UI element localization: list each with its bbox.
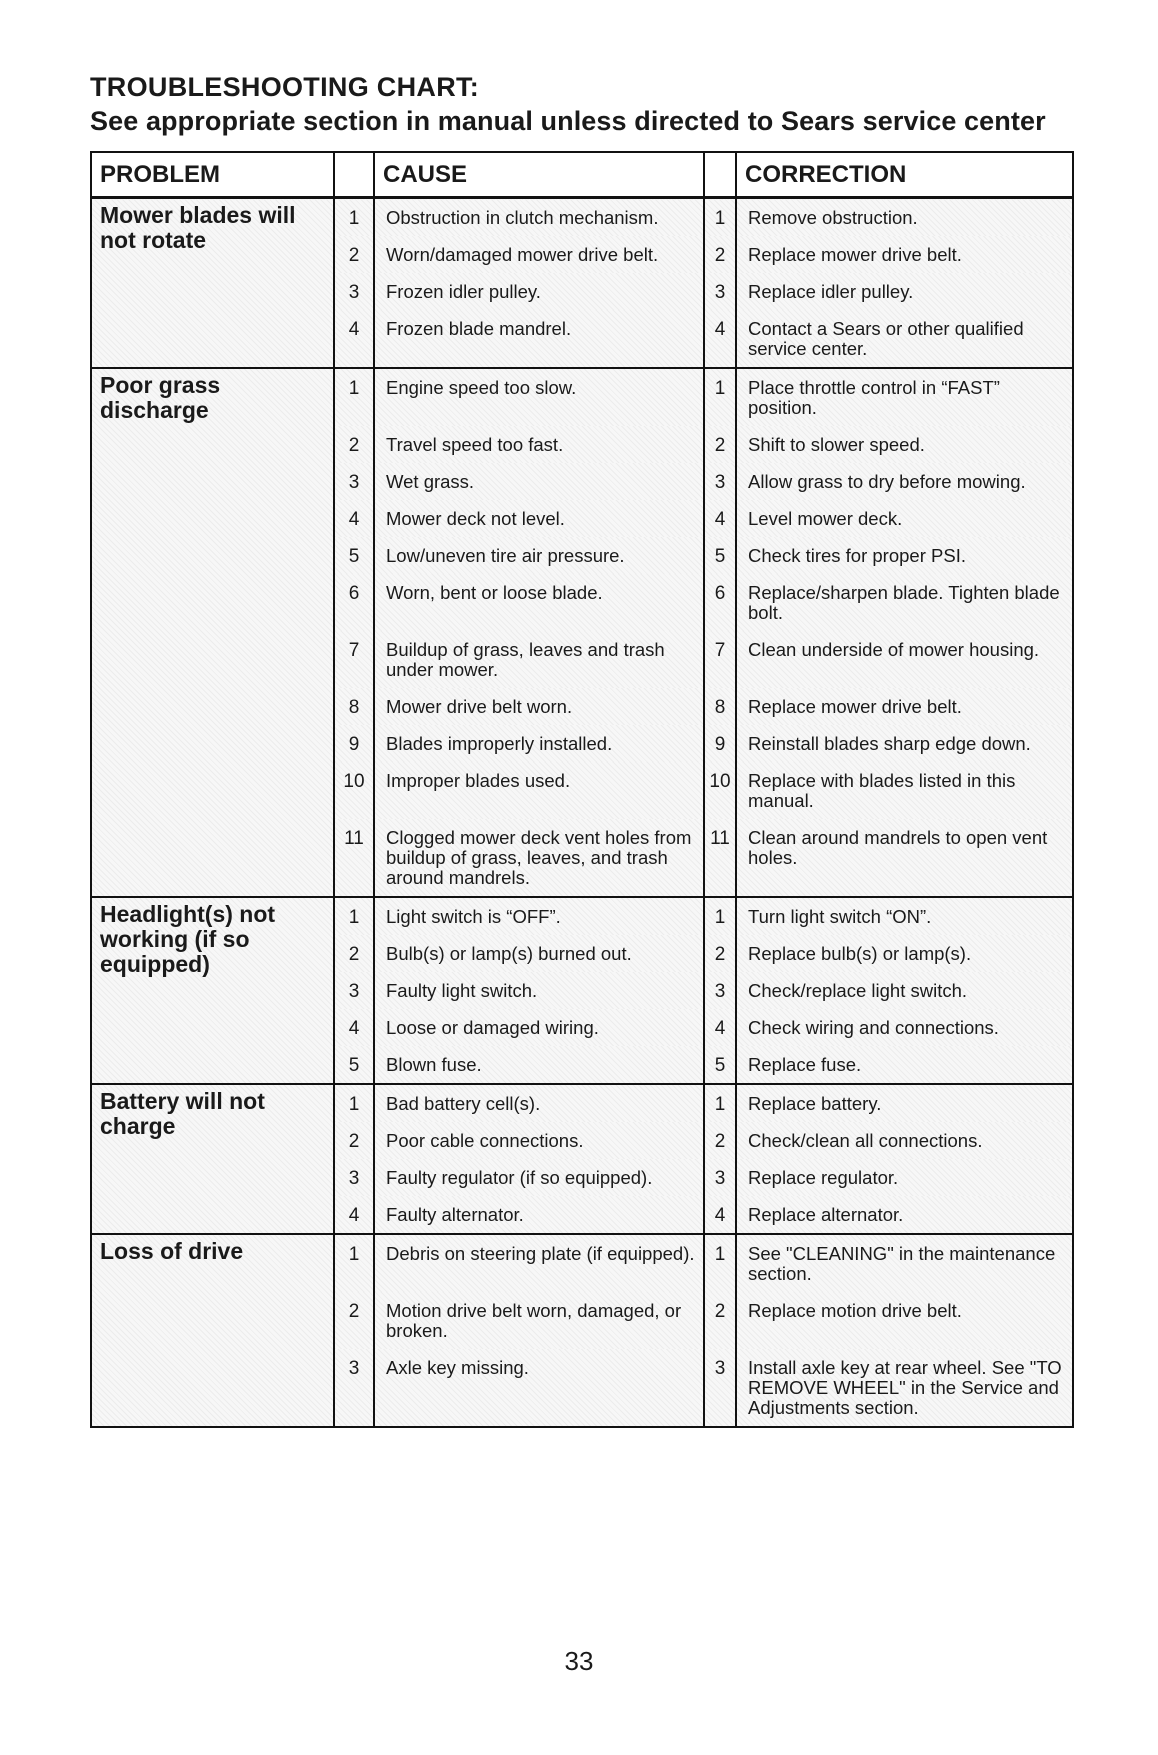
correction-text: Install axle key at rear wheel. See "TO REMOVE WHEEL" in the Service and Adjustments section. <box>736 1349 1073 1427</box>
correction-text: Replace motion drive belt. <box>736 1292 1073 1349</box>
problem-label: Mower blades will not rotate <box>100 202 296 253</box>
cause-number: 1 <box>334 198 374 237</box>
cause-text: Mower drive belt worn. <box>374 688 704 725</box>
correction-number: 1 <box>704 1234 736 1292</box>
correction-text: Shift to slower speed. <box>736 426 1073 463</box>
correction-number: 9 <box>704 725 736 762</box>
correction-text: Check/clean all connections. <box>736 1122 1073 1159</box>
correction-text: Replace battery. <box>736 1084 1073 1122</box>
cause-number: 10 <box>334 762 374 819</box>
correction-number: 2 <box>704 1292 736 1349</box>
correction-text: Level mower deck. <box>736 500 1073 537</box>
cause-number: 3 <box>334 972 374 1009</box>
correction-text: Replace alternator. <box>736 1196 1073 1234</box>
correction-text: Allow grass to dry before mowing. <box>736 463 1073 500</box>
correction-number: 3 <box>704 463 736 500</box>
problem-cell <box>91 1234 334 1427</box>
cause-text: Worn, bent or loose blade. <box>374 574 704 631</box>
cause-number: 2 <box>334 935 374 972</box>
table-row <box>91 198 1073 237</box>
header-cause-number-spacer <box>334 152 374 198</box>
correction-text: Replace mower drive belt. <box>736 236 1073 273</box>
problem-cell <box>91 1084 334 1234</box>
correction-number: 8 <box>704 688 736 725</box>
cause-text: Light switch is “OFF”. <box>374 897 704 935</box>
correction-number: 2 <box>704 935 736 972</box>
cause-text: Frozen idler pulley. <box>374 273 704 310</box>
chart-subtitle: See appropriate section in manual unless directed to Sears service center <box>90 106 1046 136</box>
cause-number: 5 <box>334 1046 374 1084</box>
cause-number: 5 <box>334 537 374 574</box>
table-header-row <box>91 152 1073 198</box>
correction-text: Replace fuse. <box>736 1046 1073 1084</box>
problem-label: Loss of drive <box>100 1238 244 1264</box>
troubleshooting-body <box>91 198 1073 1428</box>
cause-number: 3 <box>334 1349 374 1427</box>
correction-text: Replace bulb(s) or lamp(s). <box>736 935 1073 972</box>
problem-label: Headlight(s) not working (if so equipped) <box>100 901 276 977</box>
cause-text: Blades improperly installed. <box>374 725 704 762</box>
cause-number: 7 <box>334 631 374 688</box>
problem-label: Poor grass discharge <box>100 372 221 423</box>
correction-text: Clean around mandrels to open vent holes. <box>736 819 1073 897</box>
cause-number: 1 <box>334 368 374 426</box>
table-row <box>91 1234 1073 1292</box>
cause-number: 4 <box>334 500 374 537</box>
cause-number: 2 <box>334 1122 374 1159</box>
cause-text: Low/uneven tire air pressure. <box>374 537 704 574</box>
cause-number: 9 <box>334 725 374 762</box>
cause-number: 11 <box>334 819 374 897</box>
correction-number: 7 <box>704 631 736 688</box>
cause-number: 4 <box>334 1196 374 1234</box>
cause-number: 8 <box>334 688 374 725</box>
cause-text: Faulty alternator. <box>374 1196 704 1234</box>
cause-number: 4 <box>334 1009 374 1046</box>
correction-text: Reinstall blades sharp edge down. <box>736 725 1073 762</box>
header-correction-number-spacer <box>704 152 736 198</box>
correction-number: 3 <box>704 1349 736 1427</box>
correction-number: 3 <box>704 972 736 1009</box>
problem-cell <box>91 897 334 1084</box>
table-row <box>91 1084 1073 1122</box>
cause-number: 1 <box>334 897 374 935</box>
header-problem: PROBLEM <box>91 152 334 198</box>
cause-number: 2 <box>334 236 374 273</box>
correction-number: 3 <box>704 1159 736 1196</box>
correction-number: 5 <box>704 1046 736 1084</box>
correction-number: 3 <box>704 273 736 310</box>
cause-text: Frozen blade mandrel. <box>374 310 704 368</box>
correction-number: 11 <box>704 819 736 897</box>
correction-number: 4 <box>704 500 736 537</box>
correction-text: Clean underside of mower housing. <box>736 631 1073 688</box>
cause-text: Worn/damaged mower drive belt. <box>374 236 704 273</box>
correction-number: 1 <box>704 368 736 426</box>
cause-text: Debris on steering plate (if equipped). <box>374 1234 704 1292</box>
cause-number: 4 <box>334 310 374 368</box>
correction-number: 2 <box>704 236 736 273</box>
cause-text: Mower deck not level. <box>374 500 704 537</box>
cause-number: 3 <box>334 463 374 500</box>
cause-text: Faulty light switch. <box>374 972 704 1009</box>
cause-number: 2 <box>334 426 374 463</box>
cause-number: 1 <box>334 1084 374 1122</box>
correction-number: 2 <box>704 1122 736 1159</box>
cause-text: Clogged mower deck vent holes from buildup of grass, leaves, and trash around mandrels. <box>374 819 704 897</box>
page-number: 33 <box>564 1646 594 1676</box>
cause-number: 3 <box>334 273 374 310</box>
correction-number: 2 <box>704 426 736 463</box>
correction-text: Check/replace light switch. <box>736 972 1073 1009</box>
correction-number: 5 <box>704 537 736 574</box>
problem-cell <box>91 198 334 369</box>
cause-number: 1 <box>334 1234 374 1292</box>
correction-number: 4 <box>704 310 736 368</box>
correction-number: 6 <box>704 574 736 631</box>
correction-text: Place throttle control in “FAST” position. <box>736 368 1073 426</box>
problem-label: Battery will not charge <box>100 1088 265 1139</box>
cause-text: Buildup of grass, leaves and trash under mower. <box>374 631 704 688</box>
correction-number: 10 <box>704 762 736 819</box>
cause-number: 3 <box>334 1159 374 1196</box>
correction-number: 1 <box>704 1084 736 1122</box>
correction-number: 4 <box>704 1009 736 1046</box>
correction-text: See "CLEANING" in the maintenance section. <box>736 1234 1073 1292</box>
cause-text: Motion drive belt worn, damaged, or broken. <box>374 1292 704 1349</box>
cause-text: Wet grass. <box>374 463 704 500</box>
cause-text: Axle key missing. <box>374 1349 704 1427</box>
correction-text: Replace/sharpen blade. Tighten blade bolt. <box>736 574 1073 631</box>
cause-text: Bad battery cell(s). <box>374 1084 704 1122</box>
table-row <box>91 368 1073 426</box>
troubleshooting-table <box>90 151 1074 1428</box>
correction-text: Replace idler pulley. <box>736 273 1073 310</box>
correction-text: Check tires for proper PSI. <box>736 537 1073 574</box>
correction-number: 4 <box>704 1196 736 1234</box>
cause-text: Faulty regulator (if so equipped). <box>374 1159 704 1196</box>
correction-number: 1 <box>704 198 736 237</box>
correction-text: Turn light switch “ON”. <box>736 897 1073 935</box>
correction-text: Replace with blades listed in this manual. <box>736 762 1073 819</box>
cause-number: 2 <box>334 1292 374 1349</box>
cause-text: Engine speed too slow. <box>374 368 704 426</box>
correction-text: Replace regulator. <box>736 1159 1073 1196</box>
header-correction: CORRECTION <box>736 152 1073 198</box>
correction-number: 1 <box>704 897 736 935</box>
cause-text: Bulb(s) or lamp(s) burned out. <box>374 935 704 972</box>
cause-text: Obstruction in clutch mechanism. <box>374 198 704 237</box>
correction-text: Check wiring and connections. <box>736 1009 1073 1046</box>
correction-text: Contact a Sears or other qualified service center. <box>736 310 1073 368</box>
cause-text: Blown fuse. <box>374 1046 704 1084</box>
cause-text: Travel speed too fast. <box>374 426 704 463</box>
problem-cell <box>91 368 334 897</box>
correction-text: Remove obstruction. <box>736 198 1073 237</box>
cause-text: Loose or damaged wiring. <box>374 1009 704 1046</box>
cause-text: Improper blades used. <box>374 762 704 819</box>
correction-text: Replace mower drive belt. <box>736 688 1073 725</box>
cause-text: Poor cable connections. <box>374 1122 704 1159</box>
header-cause: CAUSE <box>374 152 704 198</box>
table-row <box>91 897 1073 935</box>
cause-number: 6 <box>334 574 374 631</box>
chart-title: TROUBLESHOOTING CHART: <box>90 72 480 102</box>
